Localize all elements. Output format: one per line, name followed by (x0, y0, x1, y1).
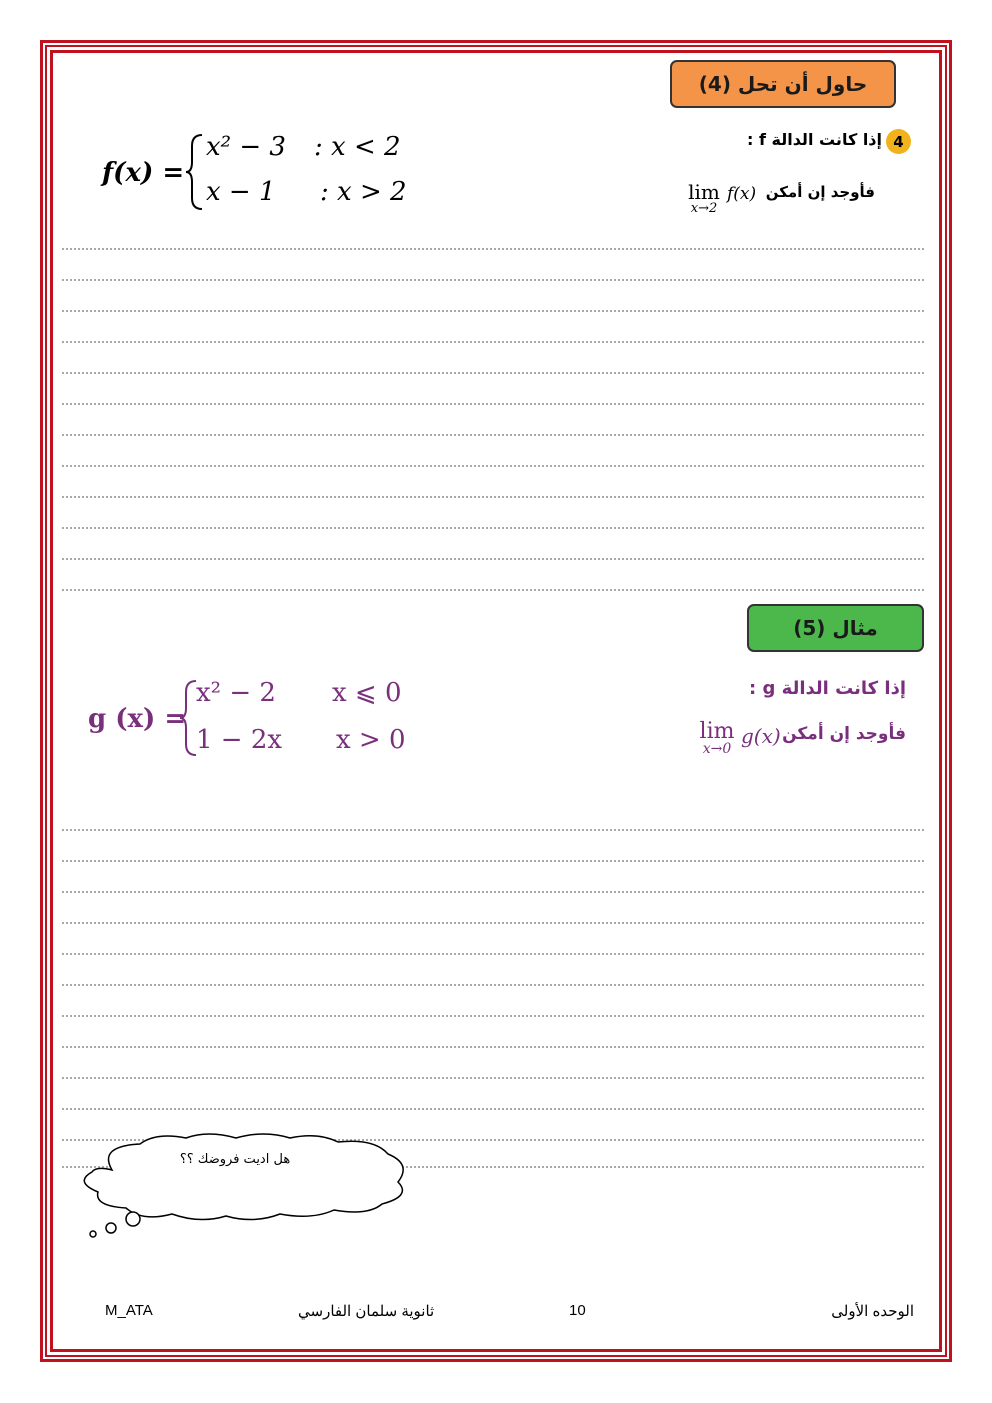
limit-subscript: x→0 (702, 741, 732, 757)
example-label: مثال (5) (793, 616, 878, 640)
writing-line (62, 1108, 924, 1110)
question4-limit-expr: f(x) (727, 184, 757, 204)
f-case1-expression: x² − 3 (206, 132, 286, 162)
footer-school: ثانوية سلمان الفارسي (298, 1303, 435, 1320)
writing-line (62, 1077, 924, 1079)
question4-limit (684, 182, 724, 216)
writing-line (62, 465, 924, 467)
writing-line (62, 496, 924, 498)
example5-find-text: فأوجد إن أمكن (782, 724, 906, 744)
footer-author: M_ATA (105, 1302, 153, 1319)
writing-line (62, 860, 924, 862)
writing-line (62, 310, 924, 312)
try-to-solve-box (670, 60, 896, 108)
writing-line (62, 829, 924, 831)
writing-line (62, 1015, 924, 1017)
example-box (747, 604, 924, 652)
g-case1-condition: x ⩽ 0 (332, 678, 402, 708)
limit-subscript: x→2 (690, 201, 718, 216)
writing-line (62, 589, 924, 591)
f-function-lhs: f(x) = (102, 158, 185, 188)
example5-limit (695, 719, 739, 757)
writing-line (62, 922, 924, 924)
writing-line (62, 248, 924, 250)
f-case2-expression: x − 1 (206, 177, 276, 207)
g-case2-expression: 1 − 2x (196, 725, 283, 755)
example5-limit-expr: g(x) (741, 724, 781, 748)
writing-line (62, 434, 924, 436)
question4-find-text: فأوجد إن أمكن (765, 183, 875, 201)
footer-page-number: 10 (569, 1302, 586, 1319)
f-left-brace (184, 132, 206, 212)
limit-word: lim (688, 180, 720, 204)
g-case2-condition: x > 0 (336, 725, 406, 755)
cloud-text: هل اديت فروضك ؟؟ (179, 1152, 291, 1167)
try-to-solve-label: حاول أن تحل (4) (698, 72, 868, 96)
limit-word: lim (699, 719, 735, 744)
writing-line (62, 891, 924, 893)
writing-line (62, 558, 924, 560)
writing-line (62, 341, 924, 343)
f-case1-condition: : x < 2 (314, 132, 401, 162)
example5-statement: إذا كانت الدالة g : (749, 678, 906, 699)
writing-line (62, 403, 924, 405)
footer-unit: الوحده الأولى (831, 1303, 914, 1320)
question4-statement: إذا كانت الدالة f : (746, 130, 882, 149)
writing-line (62, 279, 924, 281)
writing-line (62, 984, 924, 986)
writing-line (62, 953, 924, 955)
question-number-badge: 4 (886, 129, 911, 154)
writing-line (62, 1046, 924, 1048)
writing-line (62, 527, 924, 529)
thought-cloud-icon (68, 1130, 414, 1245)
g-case1-expression: x² − 2 (196, 678, 276, 708)
f-case2-condition: : x > 2 (320, 177, 407, 207)
writing-line (62, 372, 924, 374)
g-function-lhs: g (x) = (88, 704, 187, 734)
